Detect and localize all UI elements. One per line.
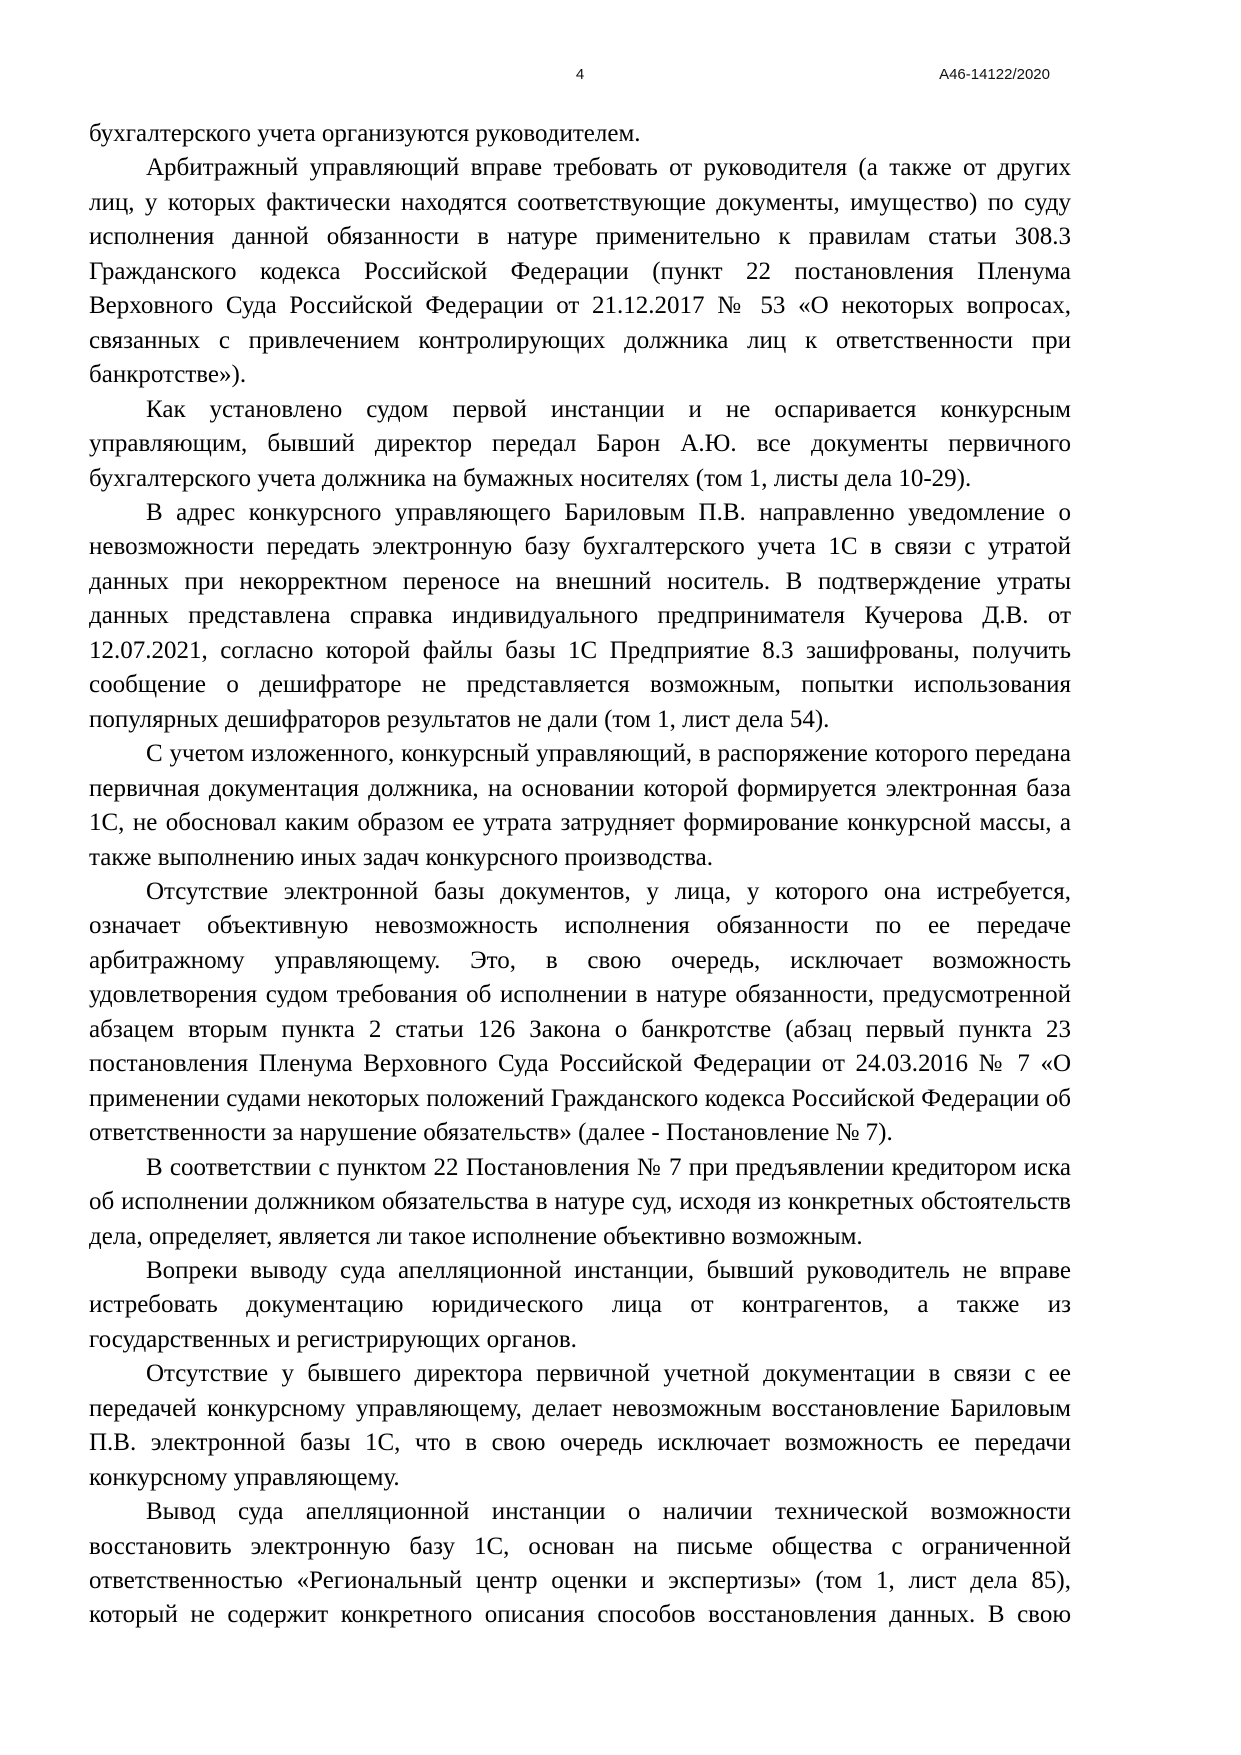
paragraph-continuation: бухгалтерского учета организуются руководителем. — [89, 120, 641, 147]
paragraph: Как установлено судом первой инстанции и не оспаривается конкурсным управляющим, бывший директор передал Барон А.Ю. все документы первичного бухгалтерского учета должника на бумажных носителях (том 1, листы дела 10-29). — [89, 395, 1071, 492]
paragraph: Вопреки выводу суда апелляционной инстанции, бывший руководитель не вправе истребовать документацию юридического лица от контрагентов, а также из государственных и регистрирующих органов. — [89, 1256, 1071, 1353]
document-body — [89, 117, 1071, 1633]
paragraph: В адрес конкурсного управляющего Бариловым П.В. направленно уведомление о невозможности передать электронную базу бухгалтерского учета 1С в связи с утратой данных при некорректном переносе на внешний носитель. В подтверждение утраты данных представлена справка индивидуального предпринимателя Кучерова Д.В. от 12.07.2021, согласно которой файлы базы 1С Предприятие 8.3 зашифрованы, получить сообщение о дешифраторе не представляется возможным, попытки использования популярных дешифраторов результатов не дали (том 1, лист дела 54). — [89, 498, 1071, 733]
paragraph: Отсутствие у бывшего директора первичной учетной документации в связи с ее передачей конкурсному управляющему, делает невозможным восстановление Бариловым П.В. электронной базы 1С, что в свою очередь исключает возможность ее передачи конкурсному управляющему. — [89, 1360, 1071, 1491]
case-number: А46-14122/2020 — [939, 66, 1050, 83]
paragraph: Отсутствие электронной базы документов, у лица, у которого она истребуется, означает объективную невозможность исполнения обязанности по ее передаче арбитражному управляющему. Это, в свою очередь, исключает возможность удовлетворения судом требования об исполнении в натуре обязанности, предусмотренной абзацем вторым пункта 2 статьи 126 Закона о банкротстве (абзац первый пункта 23 постановления Пленума Верховного Суда Российской Федерации от 24.03.2016 № 7 «О применении судами некоторых положений Гражданского кодекса Российской Федерации об ответственности за нарушение обязательств» (далее - Постановление № 7). — [89, 877, 1071, 1147]
paragraph: Арбитражный управляющий вправе требовать от руководителя (а также от других лиц, у которых фактически находятся соответствующие документы, имущество) по суду исполнения данной обязанности в натуре применительно к правилам статьи 308.3 Гражданского кодекса Российской Федерации (пункт 22 постановления Пленума Верховного Суда Российской Федерации от 21.12.2017 № 53 «О некоторых вопросах, связанных с привлечением контролирующих должника лиц к ответственности при банкротстве»). — [89, 154, 1071, 389]
page-number: 4 — [575, 66, 585, 83]
paragraph: С учетом изложенного, конкурсный управляющий, в распоряжение которого передана первичная документация должника, на основании которой формируется электронная база 1С, не обосновал каким образом ее утрата затрудняет формирование конкурсной массы, а также выполнению иных задач конкурсного производства. — [89, 740, 1071, 871]
paragraph: В соответствии с пунктом 22 Постановления № 7 при предъявлении кредитором иска об исполнении должником обязательства в натуре суд, исходя из конкретных обстоятельств дела, определяет, является ли такое исполнение объективно возможным. — [89, 1153, 1071, 1250]
paragraph-continues-next-page: Вывод суда апелляционной инстанции о наличии технической возможности восстановить электронную базу 1С, основан на письме общества с ограниченной ответственностью «Региональный центр оценки и экспертизы» (том 1, лист дела 85), который не содержит конкретного описания способов восстановления данных. В свою — [89, 1498, 1071, 1629]
